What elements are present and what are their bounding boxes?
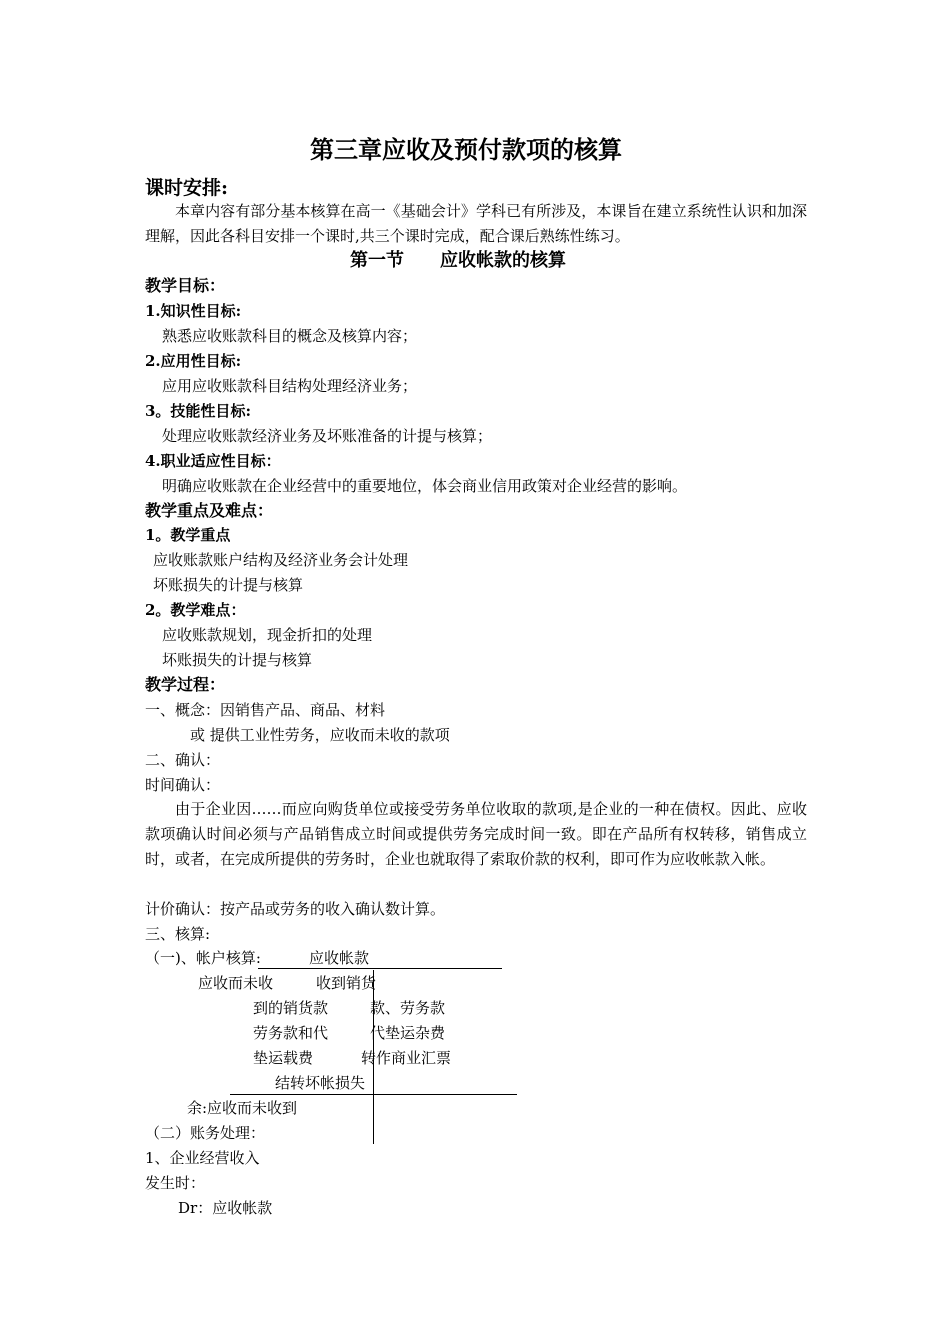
t-credit-1: 收到销货 <box>316 974 377 992</box>
focus-item-2: 坏账损失的计提与核算 <box>153 576 304 594</box>
focus-item-1: 应收账款账户结构及经济业务会计处理 <box>153 551 409 569</box>
keypoints-heading: 教学重点及难点： <box>145 501 274 520</box>
t-balance: 余:应收而未收到 <box>187 1099 298 1117</box>
objective-text-2: 应用应收账款科目结构处理经济业务； <box>162 377 418 395</box>
t-debit-3: 劳务款和代 <box>253 1024 329 1042</box>
page-title: 第三章应收及预付款项的核算 <box>310 135 622 164</box>
debit-entry: Dr：应收帐款 <box>178 1199 273 1217</box>
time-confirm-text: 由于企业因……而应向购货单位或接受劳务单位收取的款项,是企业的一种在债权。因此、应收款项确认时间必须与产品销售成立时间或提供劳务完成时间一致。即在产品所有权转移，销售成立时，或者，在完成所提供的劳务时，企业也就取得了索取价款的权利，即可作为应收帐款入帐。 <box>145 800 807 868</box>
objective-label-3: 3。技能性目标: <box>145 402 251 420</box>
t-credit-4: 转作商业汇票 <box>361 1049 452 1067</box>
objective-text-3: 处理应收账款经济业务及坏账准备的计提与核算； <box>162 427 493 445</box>
objective-text-4: 明确应收账款在企业经营中的重要地位，体会商业信用政策对企业经营的影响。 <box>162 477 688 495</box>
t-debit-2: 到的销货款 <box>253 999 329 1017</box>
difficulty-item-1: 应收账款规划，现金折扣的处理 <box>162 626 373 644</box>
schedule-text: 本章内容有部分基本核算在高一《基础会计》学科已有所涉及，本课旨在建立系统性认识和加深理解，因此各科目安排一个课时,共三个课时完成，配合课后熟练性练习。 <box>145 202 807 245</box>
time-confirm-heading: 时间确认： <box>145 776 221 794</box>
objective-text-1: 熟悉应收账款科目的概念及核算内容； <box>162 327 418 345</box>
difficulty-item-2: 坏账损失的计提与核算 <box>162 651 313 669</box>
concept-line-1: 一、概念：因销售产品、商品、材料 <box>145 701 386 719</box>
focus-label: 1。教学重点 <box>145 526 231 544</box>
concept-line-2: 或 提供工业性劳务，应收而未收的款项 <box>190 726 450 744</box>
difficulty-label: 2。教学难点： <box>145 601 246 619</box>
occurrence-label: 发生时： <box>145 1174 206 1192</box>
t-credit-2: 款、劳务款 <box>370 999 446 1017</box>
entries-heading: （二）账务处理： <box>145 1124 266 1142</box>
t-account-name: 应收帐款 <box>309 949 370 967</box>
t-credit-5: 结转坏帐损失 <box>275 1074 366 1092</box>
objective-label-2: 2.应用性目标: <box>145 352 242 370</box>
t-account-label: （一)、帐户核算: <box>145 949 261 967</box>
accounting-heading: 三、核算: <box>145 925 211 943</box>
price-confirm: 计价确认：按产品或劳务的收入确认数计算。 <box>145 900 446 918</box>
process-heading: 教学过程： <box>145 675 226 694</box>
entry-item-1: 1、企业经营收入 <box>145 1149 260 1167</box>
objectives-heading: 教学目标： <box>145 276 226 295</box>
objective-label-4: 4.职业适应性目标： <box>145 452 281 470</box>
t-credit-3: 代垫运杂费 <box>370 1024 446 1042</box>
t-account-top-rule <box>258 968 502 969</box>
objective-label-1: 1.知识性目标: <box>145 302 242 320</box>
schedule-heading: 课时安排: <box>145 177 229 199</box>
section-title: 第一节 应收帐款的核算 <box>350 250 566 271</box>
t-account-bottom-rule <box>230 1094 517 1095</box>
t-debit-4: 垫运载费 <box>253 1049 314 1067</box>
t-debit-1: 应收而未收 <box>198 974 274 992</box>
confirm-heading: 二、确认： <box>145 751 221 769</box>
